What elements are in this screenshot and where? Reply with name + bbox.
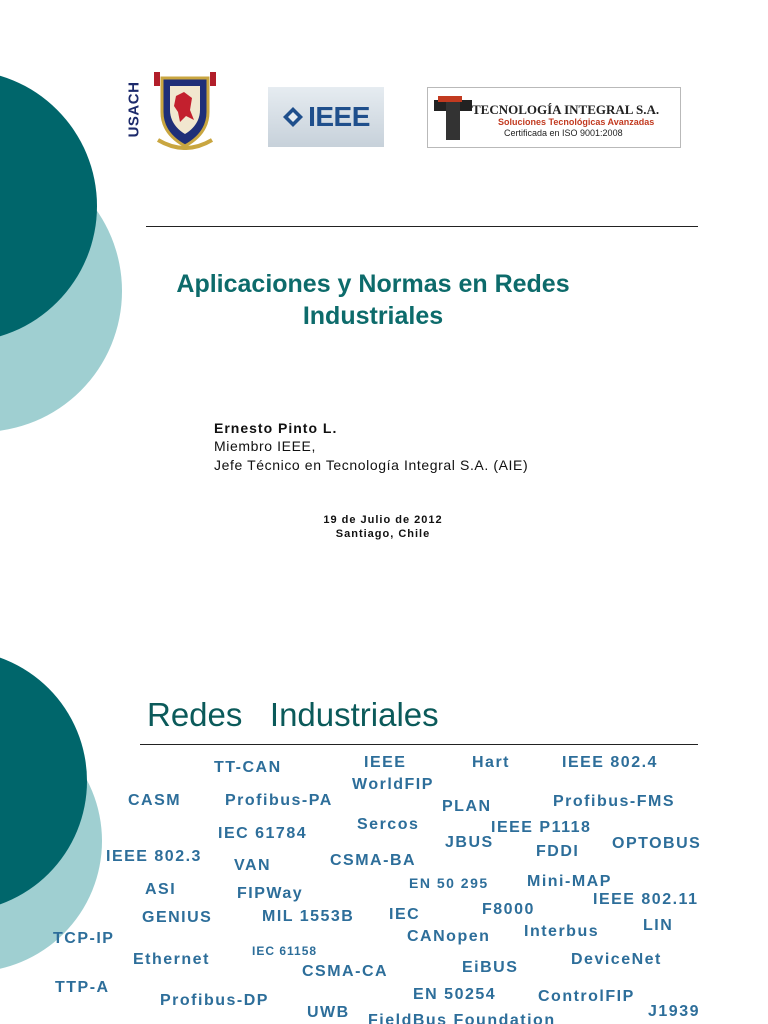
network-term: TCP-IP: [53, 930, 115, 947]
network-term: CSMA-BA: [330, 852, 417, 869]
network-term: FieldBus Foundation: [368, 1012, 556, 1024]
network-term: TT-CAN: [214, 759, 282, 776]
network-term: IEC 61784: [218, 825, 308, 842]
ieee-diamond-icon: [282, 106, 304, 128]
author-role-2: Jefe Técnico en Tecnología Integral S.A. (AIE): [214, 457, 529, 473]
title-line-2: Industriales: [302, 302, 444, 330]
usach-crest-icon: [150, 66, 220, 150]
network-term: FIPWay: [237, 885, 304, 902]
network-term: IEC: [389, 906, 421, 923]
presentation-location: Santiago, Chile: [335, 528, 431, 540]
ti-tagline: Soluciones Tecnológicas Avanzadas: [498, 117, 655, 127]
network-term: TTP-A: [55, 979, 110, 996]
network-term: OPTOBUS: [612, 835, 702, 852]
tecnologia-integral-logo: [427, 87, 681, 148]
presentation-title: [160, 268, 586, 332]
network-term: Profibus-DP: [160, 992, 269, 1009]
network-term: CASM: [128, 792, 182, 809]
network-term: Hart: [472, 754, 511, 771]
network-term: IEEE: [364, 754, 407, 771]
network-term: Mini-MAP: [527, 873, 612, 890]
network-term: CANopen: [407, 928, 491, 945]
network-term: Sercos: [357, 816, 420, 833]
network-term: CSMA-CA: [302, 963, 389, 980]
network-term: F8000: [482, 901, 535, 918]
network-term: MIL 1553B: [262, 908, 355, 925]
network-term: Ethernet: [133, 951, 210, 968]
redes-industriales-slide: [0, 630, 768, 1024]
network-term: IEEE 802.4: [562, 754, 658, 771]
network-term: FDDI: [536, 843, 580, 860]
ti-company-name: TECNOLOGÍA INTEGRAL S.A.: [472, 102, 660, 117]
title-divider: [140, 744, 698, 745]
title-divider: [146, 226, 698, 227]
network-term: EN 50254: [413, 986, 497, 1003]
author-role-1: Miembro IEEE,: [214, 438, 316, 454]
network-term: IEEE 802.3: [106, 848, 202, 865]
ti-emblem-icon: [432, 94, 476, 142]
network-term: Interbus: [524, 923, 600, 940]
network-term: LIN: [643, 917, 674, 934]
network-term: J1939: [648, 1003, 700, 1020]
network-term: ASI: [145, 881, 177, 898]
network-term: ControlFIP: [538, 988, 635, 1005]
network-term: UWB: [307, 1004, 350, 1021]
network-term: PLAN: [442, 798, 492, 815]
network-term: Profibus-PA: [225, 792, 333, 809]
network-term: Profibus-FMS: [553, 793, 675, 810]
network-term: JBUS: [445, 834, 494, 851]
network-term: IEC 61158: [252, 944, 318, 958]
network-term: DeviceNet: [571, 951, 662, 968]
network-term: EiBUS: [462, 959, 519, 976]
network-term: VAN: [234, 857, 272, 874]
network-term: EN 50 295: [409, 875, 489, 891]
ti-certification: Certificada en ISO 9001:2008: [504, 128, 623, 138]
network-term: IEEE 802.11: [593, 891, 699, 908]
author-name: Ernesto Pinto L.: [214, 420, 338, 436]
network-term: GENIUS: [142, 909, 213, 926]
ieee-logo-text: IEEE: [308, 101, 370, 132]
usach-logo-text: USACH: [125, 81, 143, 137]
slide-title: Redes Industriales: [147, 696, 439, 733]
presentation-date: 19 de Julio de 2012: [323, 514, 443, 526]
network-term: IEEE P1118: [491, 819, 592, 836]
title-line-1: Aplicaciones y Normas en Redes: [176, 270, 570, 298]
ieee-logo: [268, 87, 384, 147]
network-term: WorldFIP: [352, 776, 434, 793]
